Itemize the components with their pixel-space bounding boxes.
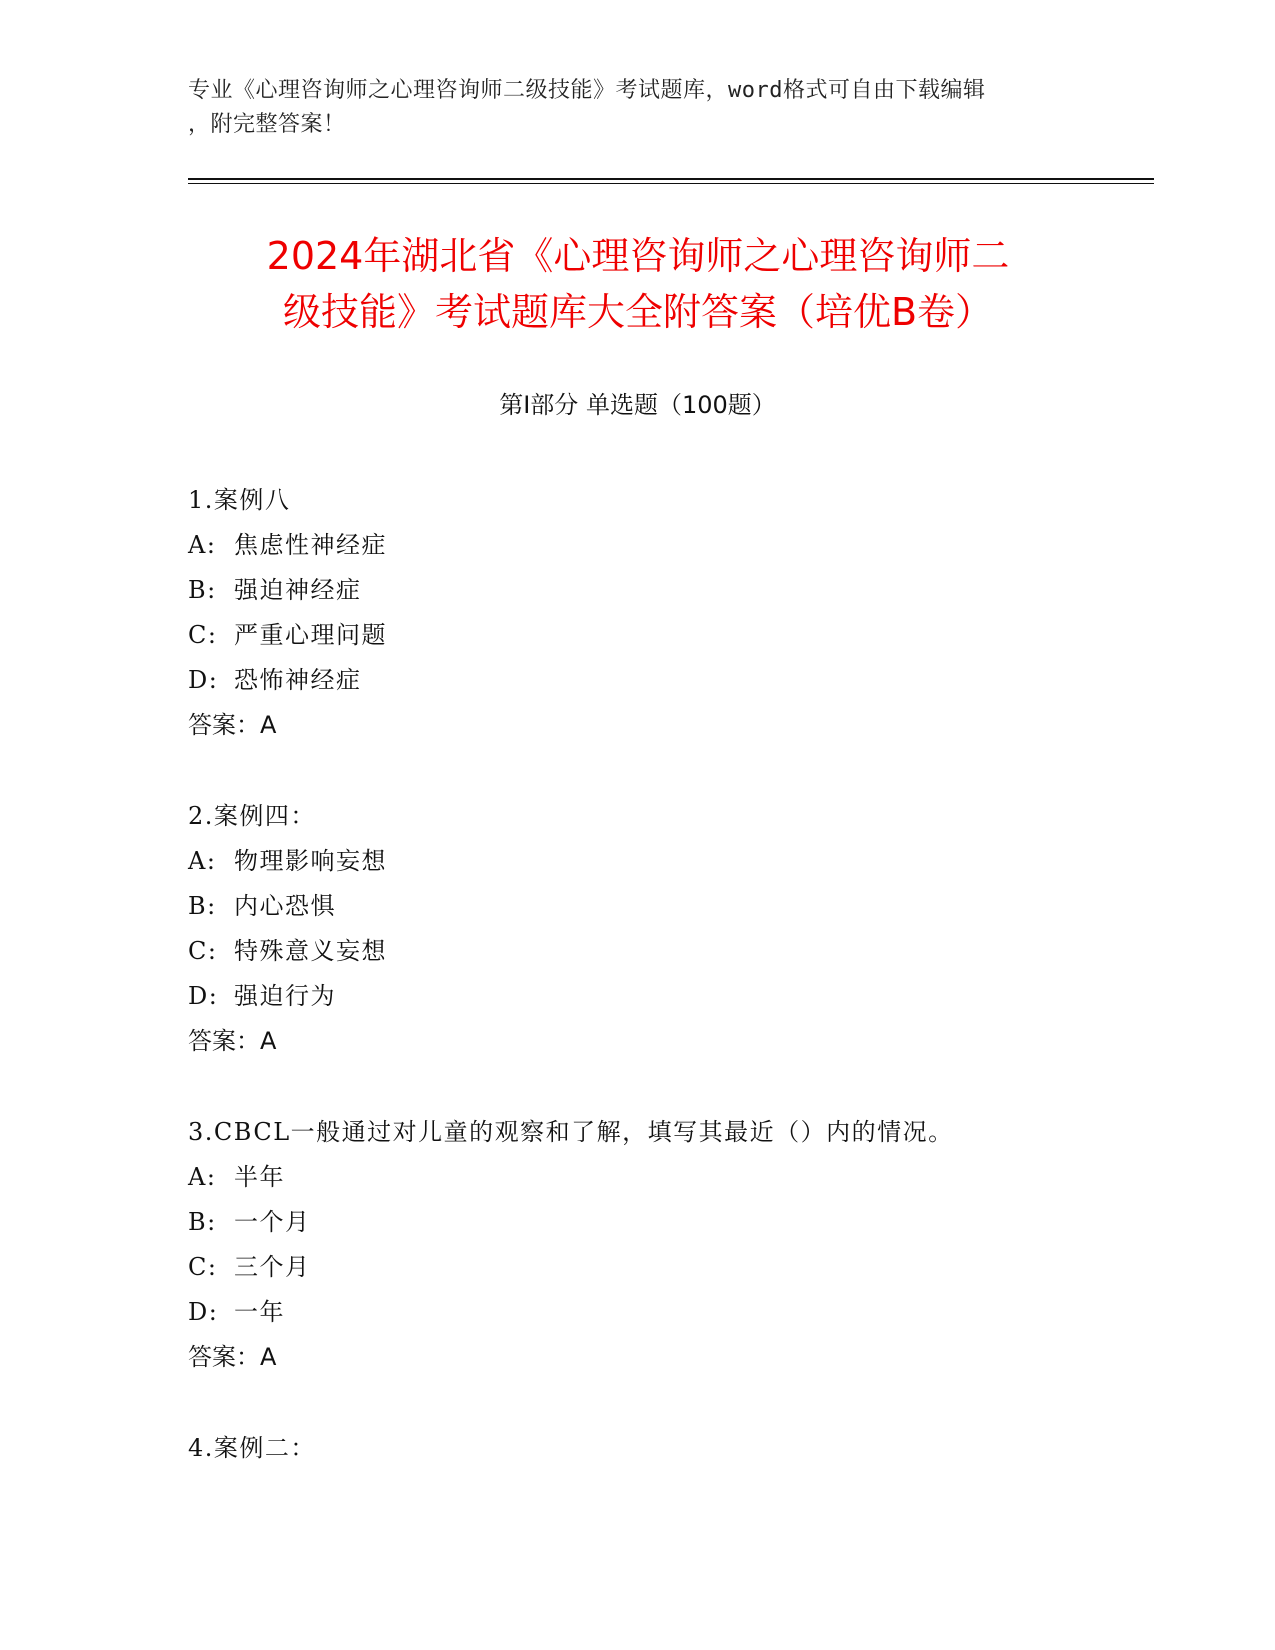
option-key: C: — [188, 621, 218, 649]
question-stem: 3.CBCL一般通过对儿童的观察和了解，填写其最近（）内的情况。 — [188, 1118, 954, 1146]
option-a — [188, 523, 1148, 568]
header-note-line-1: 专业《心理咨询师之心理咨询师二级技能》考试题库，word格式可自由下载编辑 — [188, 78, 986, 103]
header-note-line-2: ，附完整答案！ — [188, 112, 346, 137]
option-key: D: — [188, 666, 219, 694]
option-text: 一年 — [234, 1298, 285, 1326]
document-title-line-1: 2024年湖北省《心理咨询师之心理咨询师二 — [266, 234, 1010, 278]
option-text: 物理影响妄想 — [234, 847, 387, 875]
option-text: 焦虑性神经症 — [234, 531, 387, 559]
option-b — [188, 1200, 1148, 1245]
option-b — [188, 568, 1148, 613]
option-text: 半年 — [234, 1163, 285, 1191]
document-title-line-2: 级技能》考试题库大全附答案（培优B卷） — [282, 290, 994, 334]
option-text: 严重心理问题 — [234, 621, 387, 649]
answer: 答案：A — [188, 1343, 277, 1371]
header-note — [188, 74, 1088, 142]
option-text: 三个月 — [234, 1253, 311, 1281]
question-stem: 4.案例二： — [188, 1434, 316, 1462]
option-text: 强迫行为 — [234, 982, 336, 1010]
header-divider-thick — [188, 178, 1154, 180]
section-title: 第Ⅰ部分 单选题（100题） — [499, 391, 776, 419]
question-stem: 1.案例八 — [188, 486, 291, 514]
option-d — [188, 658, 1148, 703]
answer: 答案：A — [188, 711, 277, 739]
option-text: 内心恐惧 — [234, 892, 336, 920]
question-list — [188, 478, 1148, 1517]
option-c — [188, 929, 1148, 974]
option-text: 恐怖神经症 — [234, 666, 362, 694]
document-title — [188, 228, 1088, 340]
option-c — [188, 613, 1148, 658]
option-a — [188, 1155, 1148, 1200]
option-b — [188, 884, 1148, 929]
answer: 答案：A — [188, 1027, 277, 1055]
option-d — [188, 974, 1148, 1019]
header-divider-thin — [188, 183, 1154, 184]
option-key: A: — [188, 531, 217, 559]
question-1 — [188, 478, 1148, 748]
option-key: D: — [188, 982, 219, 1010]
option-key: B: — [188, 892, 217, 920]
option-key: A: — [188, 847, 217, 875]
option-text: 强迫神经症 — [234, 576, 362, 604]
option-key: B: — [188, 1208, 217, 1236]
option-key: C: — [188, 937, 218, 965]
option-key: D: — [188, 1298, 219, 1326]
option-a — [188, 839, 1148, 884]
option-key: B: — [188, 576, 217, 604]
question-stem: 2.案例四： — [188, 802, 316, 830]
option-key: A: — [188, 1163, 217, 1191]
question-2 — [188, 794, 1148, 1064]
option-text: 特殊意义妄想 — [234, 937, 387, 965]
option-key: C: — [188, 1253, 218, 1281]
option-text: 一个月 — [234, 1208, 311, 1236]
option-c — [188, 1245, 1148, 1290]
question-3 — [188, 1110, 1148, 1380]
option-d — [188, 1290, 1148, 1335]
question-4 — [188, 1426, 1148, 1471]
